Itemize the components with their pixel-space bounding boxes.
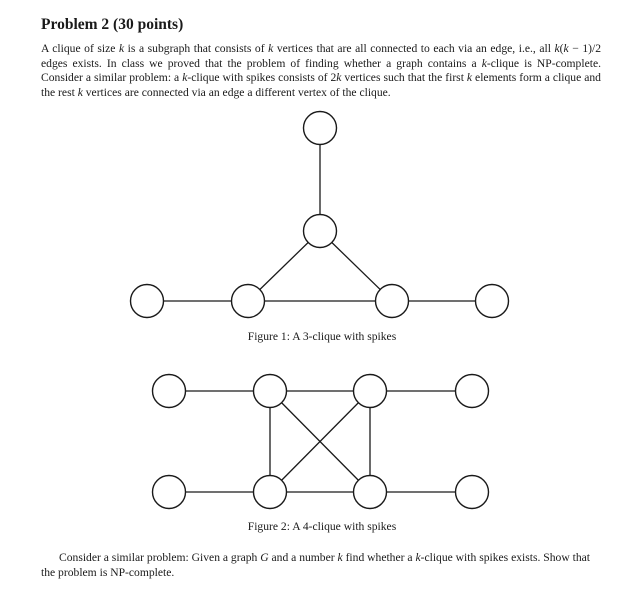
problem-title: Problem 2 (30 points) (41, 16, 184, 33)
figure-2-caption: Figure 2: A 4-clique with spikes (247, 520, 397, 533)
vertex-spike-right (476, 285, 509, 318)
problem-intro-paragraph: A clique of size k is a subgraph that consists of k vertices that are all connected to each via an edge, i.e., all k(k − 1)/2 edges exists. In class we proved that the problem of finding whether a graph contains a k-clique is NP-complete. Consider a similar problem: a k-clique with spikes consists of 2k vertices such that the first k elements form a clique and the rest k vertices are connected via an edge a different vertex of the clique. (41, 42, 601, 99)
figure-1-graph (0, 100, 644, 330)
vertex-spike-top (304, 112, 337, 145)
vertex-clique-top-right (354, 375, 387, 408)
vertex-spike-left (131, 285, 164, 318)
figure-2-edges (169, 391, 472, 492)
figure-2-graph (0, 365, 644, 515)
vertex-spike-bottom-right (456, 476, 489, 509)
vertex-spike-bottom-left (153, 476, 186, 509)
vertex-clique-bottom-right (354, 476, 387, 509)
vertex-clique-right (376, 285, 409, 318)
vertex-clique-bottom-left (254, 476, 287, 509)
vertex-spike-top-left (153, 375, 186, 408)
figure-1-caption: Figure 1: A 3-clique with spikes (247, 330, 397, 343)
figure-1-vertices (131, 112, 509, 318)
vertex-clique-left (232, 285, 265, 318)
problem-statement-paragraph: Consider a similar problem: Given a graph G and a number k find whether a k-clique with spikes exists. Show that the problem is NP-complete. (41, 551, 590, 579)
vertex-clique-top (304, 215, 337, 248)
vertex-spike-top-right (456, 375, 489, 408)
vertex-clique-top-left (254, 375, 287, 408)
